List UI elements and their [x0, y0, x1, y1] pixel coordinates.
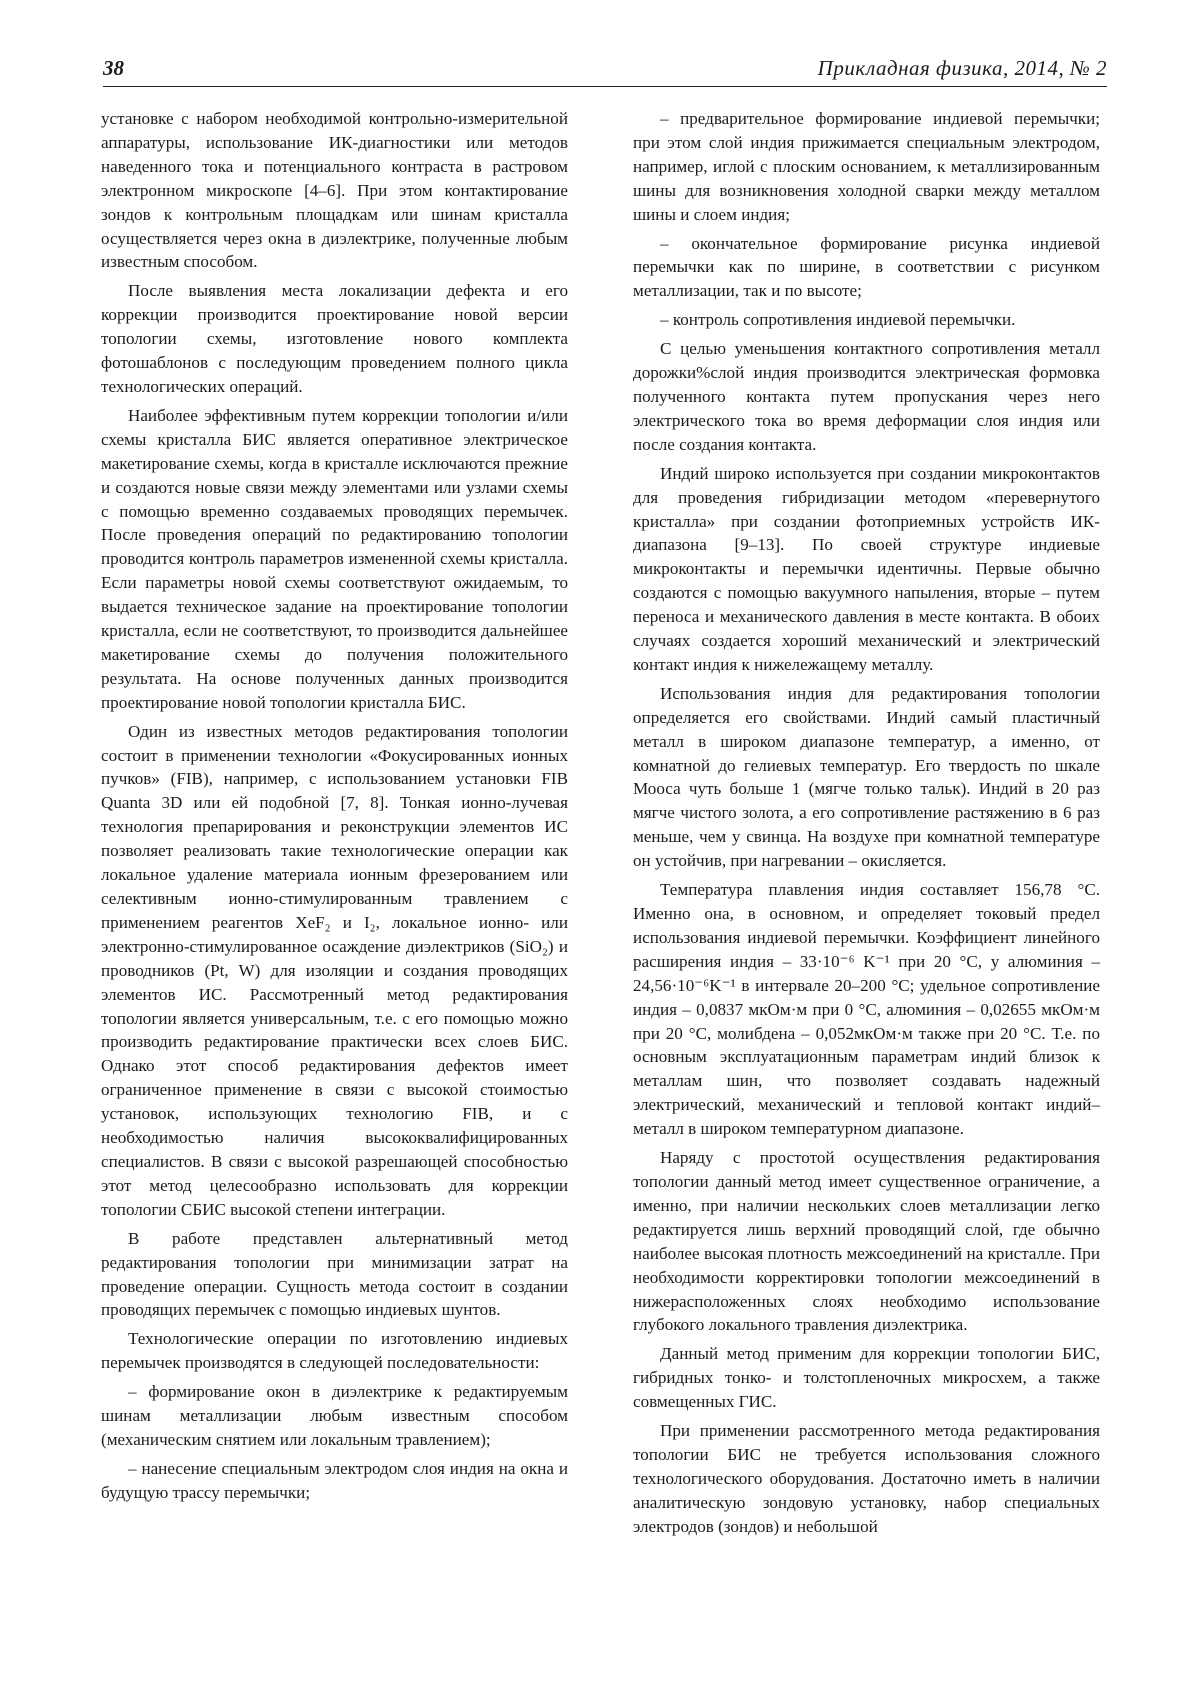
paragraph: установке с набором необходимой контрольно-измерительной аппаратуры, использование ИК-диагностики или методов наведенного тока и потенциального контраста в растровом электронном микроскопе [4–6]. При этом контактирование зондов к контрольным площадкам или шинам кристалла осуществляется через окна в диэлектрике, полученные любым известным способом.	[101, 109, 568, 272]
paragraph: Наиболее эффективным путем коррекции топологии и/или схемы кристалла БИС является оперативное электрическое макетирование схемы, когда в кристалле исключаются прежние и создаются новые связи между элементами или узлами схемы с помощью временно создаваемых проводящих перемычек. После проведения операций по редактированию топологии проводится контроль параметров измененной схемы кристалла. Если параметры новой схемы соответствуют ожидаемым, то выдается техническое задание на проектирование топологии кристалла, если не соответствуют, то производится дальнейшее макетирование схемы до получения положительного результата. На основе полученных данных производится проектирование новой топологии кристалла БИС.	[101, 405, 568, 712]
journal-title: Прикладная физика, 2014, № 2	[817, 56, 1107, 80]
paragraph: Наряду с простотой осуществления редактирования топологии данный метод имеет существенное ограничение, а именно, при наличии нескольких слоев металлизации легко редактируется лишь верхний проводящий слой, где обычно наиболее высокая плотность межсоединений на кристалле. При необходимости корректировки топологии межсоединений в нижерасположенных слоях необходимо использование глубокого локального травления диэлектрика.	[633, 1148, 1100, 1335]
list-item: – предварительное формирование индиевой перемычки; при этом слой индия прижимается специальным электродом, например, иглой с плоским основанием, к металлизированным шины для возникновения холодной сварки между металлом шины и слоем индия;	[633, 109, 1100, 224]
paragraph: Один из известных методов редактирования топологии состоит в применении технологии «Фокусированных ионных пучков» (FIB), например, с использованием установки FIB Quanta 3D или ей подобной [7, 8]. Тонкая ионно-лучевая технология препарирования и реконструкции элементов ИС позволяет реализовать такие технологические операции как локальное удаление материала ионным фрезерованием или селективным ионно-стимулированным травлением с применением реагентов XeF₂ и I₂, локальное ионно- или электронно-стимулированное осаждение диэлектриков (SiO₂) и проводников (Pt, W) для изоляции и создания проводящих элементов ИС. Рассмотренный метод редактирования топологии является универсальным, т.е. с его помощью можно производить редактирование практически всех слоев БИС. Однако этот способ редактирования дефектов имеет ограниченное применение в связи с высокой стоимостью установок, использующих технологию FIB, и с необходимостью наличия высококвалифицированных специалистов. В связи с высокой разрешающей способностью этот метод целесообразно использовать для коррекции топологии СБИС высокой степени интеграции.	[101, 721, 568, 1219]
paragraph: Индий широко используется при создании микроконтактов для проведения гибридизации методом «перевернутого кристалла» при создании фотоприемных устройств ИК-диапазона [9–13]. По своей структуре индиевые микроконтакты и перемычки идентичны. Первые обычно создаются с помощью вакуумного напыления, вторые – путем переноса и механического давления в месте контакта. В обоих случаях создается хороший механический и электрический контакт индия к нижележащему металлу.	[633, 463, 1100, 674]
right-column	[633, 107, 1100, 1544]
paragraph: В работе представлен альтернативный метод редактирования топологии при минимизации затрат на проведение операции. Сущность метода состоит в создании проводящих перемычек с помощью индиевых шунтов.	[101, 1228, 568, 1320]
left-column	[101, 107, 568, 1510]
list-item: – окончательное формирование рисунка индиевой перемычки как по ширине, в соответствии с рисунком металлизации, так и по высоте;	[633, 233, 1100, 301]
list-item: – контроль сопротивления индиевой перемычки.	[660, 310, 1016, 330]
paragraph: При применении рассмотренного метода редактирования топологии БИС не требуется использования сложного технологического оборудования. Достаточно иметь в наличии аналитическую зондовую установку, набор специальных электродов (зондов) и небольшой	[633, 1421, 1100, 1536]
paragraph: После выявления места локализации дефекта и его коррекции производится проектирование новой версии топологии схемы, изготовление нового комплекта фотошаблонов с последующим проведением полного цикла технологических операций.	[101, 281, 568, 396]
page-header	[103, 52, 1107, 87]
paragraph: С целью уменьшения контактного сопротивления металл дорожки%слой индия производится электрическая формовка полученного контакта путем пропускания через него электрического тока во время деформации слоя индия или после создания контакта.	[633, 339, 1100, 454]
paragraph: Температура плавления индия составляет 156,78 °C. Именно она, в основном, и определяет токовый предел использования индиевой перемычки. Коэффициент линейного расширения индия – 33·10⁻⁶ K⁻¹ при 20 °C, у алюминия – 24,56·10⁻⁶K⁻¹ в интервале 20–200 °C; удельное сопротивление индия – 0,0837 мкОм·м при 0 °C, алюминия – 0,02655 мкОм·м при 20 °C, молибдена – 0,052мкОм·м также при 20 °C. Т.е. по основным эксплуатационным параметрам индий близок к металлам шин, что позволяет создавать надежный электрический, механический и тепловой контакт индий–металл в широком температурном диапазоне.	[633, 880, 1100, 1139]
page-number: 38	[103, 56, 124, 80]
paragraph: Использования индия для редактирования топологии определяется его свойствами. Индий самый пластичный металл в широком диапазоне температур, а именно, от комнатной до гелиевых температур. Его твердость по шкале Мооса чуть больше 1 (мягче только тальк). Индий в 20 раз мягче чистого золота, а его сопротивление растяжению в 6 раз меньше, чем у свинца. На воздухе при комнатной температуре он устойчив, при нагревании – окисляется.	[633, 683, 1100, 871]
paragraph: Технологические операции по изготовлению индиевых перемычек производятся в следующей последовательности:	[101, 1329, 568, 1373]
list-item: – нанесение специальным электродом слоя индия на окна и будущую трассу перемычки;	[101, 1458, 568, 1502]
paragraph: Данный метод применим для коррекции топологии БИС, гибридных тонко- и толстопленочных микросхем, а также совмещенных ГИС.	[633, 1344, 1100, 1412]
list-item: – формирование окон в диэлектрике к редактируемым шинам металлизации любым известным способом (механическим снятием или локальным травлением);	[101, 1382, 568, 1449]
